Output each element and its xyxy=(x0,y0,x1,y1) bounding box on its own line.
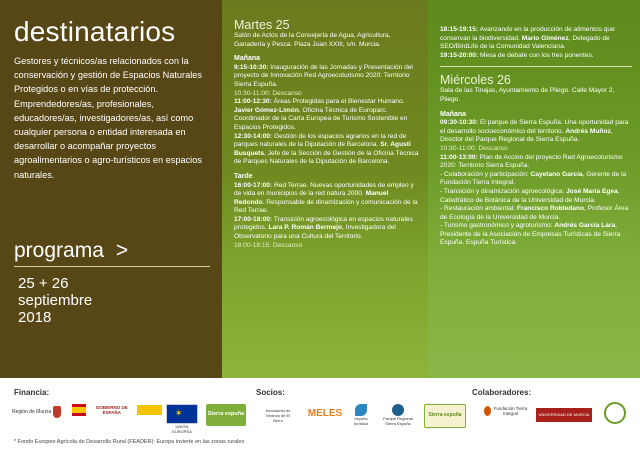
martes-t2 xyxy=(234,216,420,242)
text: , Jefe de la Sección de Gestión de la Oficina Técnica de Parques Naturales de la Diputación de Barcelona. xyxy=(234,149,419,166)
text: , Oficina Técnica de Europarc. Coordinador de la Carta Europea de Turismo Sostenible en Espacios Protegidos. xyxy=(234,106,408,131)
parque-sierra-text: Parque Regional Sierra Espuña xyxy=(383,416,413,426)
vecinos-berro-logo xyxy=(262,408,294,423)
emblem-icon xyxy=(604,402,626,424)
text: , Presidente de la Asociación de Empresas Turísticas de Sierra Espuña. Espuña Turística. xyxy=(440,222,621,247)
crest-icon xyxy=(53,406,61,418)
region-murcia-logo xyxy=(12,406,64,418)
martes-m1 xyxy=(234,64,420,90)
text: , Profesor Área de Ecología de la Universidad de Murcia. xyxy=(440,205,629,221)
spain-flag-icon xyxy=(72,404,86,416)
desc-paragraph-1: Gestores y técnicos/as relacionados con la conservación y gestión de Espacios Naturales Protegidos o en vías de protección. xyxy=(14,56,202,95)
sierra-espuna-logo-2 xyxy=(424,404,466,428)
time: 9:15-10:30: xyxy=(234,63,269,71)
socios-label: Socios: xyxy=(256,388,285,397)
tierra-integral-text: Fundación Tierra Integral xyxy=(493,406,528,416)
sierra-espuna-text: Sierra espuña xyxy=(207,411,245,417)
vecinos-text: Asociación de Vecinos de El Berro xyxy=(265,408,291,423)
miercoles-m3 xyxy=(440,154,632,171)
speaker: Andrés García Lara xyxy=(554,222,616,230)
region-murcia-text: Región de Murcia xyxy=(12,409,52,415)
leaf-icon xyxy=(355,404,367,416)
martes-m3 xyxy=(234,98,420,132)
flower-icon xyxy=(484,406,491,416)
martes-pre xyxy=(440,26,632,52)
miercoles-m1 xyxy=(440,119,632,145)
destinatarios-title: destinatarios xyxy=(14,16,176,47)
text: , Delegado de SEO/BirdLife de la Comunidad Valenciana. xyxy=(440,34,610,51)
text: Áreas Protegidas para el Bienestar Humano. xyxy=(271,98,405,106)
financia-label: Financia: xyxy=(14,388,50,397)
miercoles-b2 xyxy=(440,188,632,205)
miercoles-panel xyxy=(428,0,640,378)
text: Gestión de los espacios agrarios en la red de parques naturales de la Diputación de Barcelona. xyxy=(234,132,407,149)
martes-day: Martes 25 xyxy=(234,18,290,32)
text: - Turismo gastronómico y agroturismo: xyxy=(440,222,555,230)
time: 17:00-18:00: xyxy=(234,215,273,223)
martes-pre2 xyxy=(440,52,632,61)
arrow-right-icon: > xyxy=(115,239,129,262)
union-europea-logo xyxy=(166,404,198,434)
miercoles-b3 xyxy=(440,205,632,222)
text: , Catedrático de Botánica de la Universidad de Murcia. xyxy=(440,187,620,204)
speaker: Javier Gómez-Limón xyxy=(234,106,299,114)
martes-panel xyxy=(222,0,428,378)
text: , Director del Parque Regional de Sierra Espuña. xyxy=(440,127,613,144)
time: 09:30-10:30: xyxy=(440,119,479,127)
text: , Gerente de la Fundación Tierra Integral. xyxy=(440,170,627,187)
dates-year: 2018 xyxy=(18,309,52,326)
desc-paragraph-2: Emprendedores/as, profesionales, educadores/as, investigadores/as, así como cualquier persona o entidad interesada en desarrollar o acompañar proyectos agroalimentarios o agro-turísticos en espacios naturales. xyxy=(14,98,202,180)
text: . Responsable de dinamización y comunicación de la Red Terrae. xyxy=(234,198,418,215)
programa-heading xyxy=(14,240,128,262)
miercoles-manana-heading: Mañana xyxy=(440,110,467,118)
event-dates xyxy=(18,275,92,326)
speaker: Cayetano García xyxy=(530,170,583,178)
speaker: Francisco Robledano xyxy=(516,205,585,213)
tierra-integral-logo xyxy=(484,406,528,416)
dates-month: septiembre xyxy=(18,292,93,309)
miercoles-place: Sala de las Tinajas, Ayuntamiento de Pliego. Calle Mayor 2, Pliego. xyxy=(440,87,615,103)
speaker: Sr. Agustí Busquets xyxy=(234,141,411,157)
espuna-turistica-text: espuña turística xyxy=(353,416,368,426)
martes-m2: 10:30-11:00: Descanso xyxy=(234,89,302,97)
miercoles-day: Miércoles 26 xyxy=(440,73,511,88)
meles-text: MELES xyxy=(307,408,343,419)
time: 16:00-17:00: xyxy=(234,181,273,189)
text: Plan de Acción del proyecto Red Agroecoturismo 2020: Territorio Sierra Espuña. xyxy=(440,153,623,170)
text: - Colaboración y participación: xyxy=(440,170,531,178)
martes-t1 xyxy=(234,182,420,216)
martes-m4 xyxy=(234,133,420,167)
gobierno-text: GOBIERNO DE ESPAÑA xyxy=(95,405,128,415)
programa-title: programa xyxy=(14,239,104,262)
speaker: Manuel Redondo xyxy=(234,190,389,206)
miercoles-divider xyxy=(440,66,632,67)
meles-logo xyxy=(304,408,346,419)
martes-manana-heading: Mañana xyxy=(234,55,261,63)
text: Mesa de debate con los tres ponentes. xyxy=(478,51,594,59)
sponsors-footer xyxy=(0,378,640,451)
text: Avanzando en la producción de alimentos que conservan la biodiversidad. xyxy=(440,26,615,42)
gobierno-espana-logo xyxy=(72,404,162,416)
speaker: José María Egea xyxy=(566,187,618,195)
espuna-turistica-logo xyxy=(350,404,372,426)
parque-emblem-icon xyxy=(392,404,404,416)
time: 12:30-14:00: xyxy=(234,132,273,140)
text: Inauguración de las Jornadas y Presentación del proyecto de Innovación Red Agroecoturismo 2020: Territorio Sierra Espuña. xyxy=(234,63,413,88)
miercoles-column xyxy=(440,26,632,248)
partner-emblem-logo xyxy=(604,402,626,424)
parque-sierra-logo xyxy=(378,404,418,426)
time: 18:15-19:15: xyxy=(440,26,479,33)
eu-flag-icon: ✶ xyxy=(166,404,198,424)
text: - Restauración ambiental: xyxy=(440,205,517,213)
martes-t3: 18:00-18:15: Descanso xyxy=(234,241,303,249)
speaker: Andrés Muñoz xyxy=(565,127,611,135)
feader-footnote: * Fondo Europeo Agrícola de Desarrollo Rural (FEADER): Europa invierte en las zonas rurales xyxy=(14,439,245,445)
time: 19:15-20:00: xyxy=(440,51,479,59)
miercoles-b4 xyxy=(440,222,632,248)
martes-column xyxy=(234,18,420,250)
time: 11:00-12:30: xyxy=(234,98,272,106)
sierra-espuna-2-text: Sierra espuña xyxy=(428,412,462,418)
destinatarios-description xyxy=(14,54,214,182)
speaker: Mario Giménez xyxy=(521,34,569,42)
sierra-espuna-logo xyxy=(206,404,246,426)
miercoles-m2: 10:30-11:00: Descanso xyxy=(440,144,508,152)
time: 11:00-13:00: xyxy=(440,153,478,161)
universidad-murcia-logo xyxy=(536,408,592,422)
text: Red Terrae. Nuevas oportunidades de empleo y de vida en municipios de la red natura 2000. xyxy=(234,181,414,198)
text: , Investigadora del Observatorio para una Cultura del Territorio. xyxy=(234,224,396,241)
text: El parque de Sierra Espuña. Una oportunidad para el desarrollo socioeconómico del territorio. xyxy=(440,119,629,135)
martes-place: Salón de Actos de la Consejería de Agua, Agricultura, Ganadería y Pesca. Plaza Juan XXIII, s/n. Murcia. xyxy=(234,32,391,48)
text: Transición agroecológica en espacios naturales protegidos. xyxy=(234,215,413,232)
umu-text: UNIVERSIDAD DE MURCIA xyxy=(538,412,590,417)
programa-divider xyxy=(14,266,210,267)
miercoles-b1 xyxy=(440,171,632,188)
colaboradores-label: Colaboradores: xyxy=(472,388,532,397)
eu-text: UNIÓN EUROPEA xyxy=(172,424,192,434)
dates-days: 25 + 26 xyxy=(18,275,69,292)
martes-tarde-heading: Tarde xyxy=(234,172,253,180)
speaker: Lara P. Román Bermejo xyxy=(268,224,343,232)
left-panel xyxy=(0,0,222,378)
ministry-bar-icon xyxy=(137,405,162,415)
text: - Transición y dinamización agroecológica: xyxy=(440,187,567,195)
